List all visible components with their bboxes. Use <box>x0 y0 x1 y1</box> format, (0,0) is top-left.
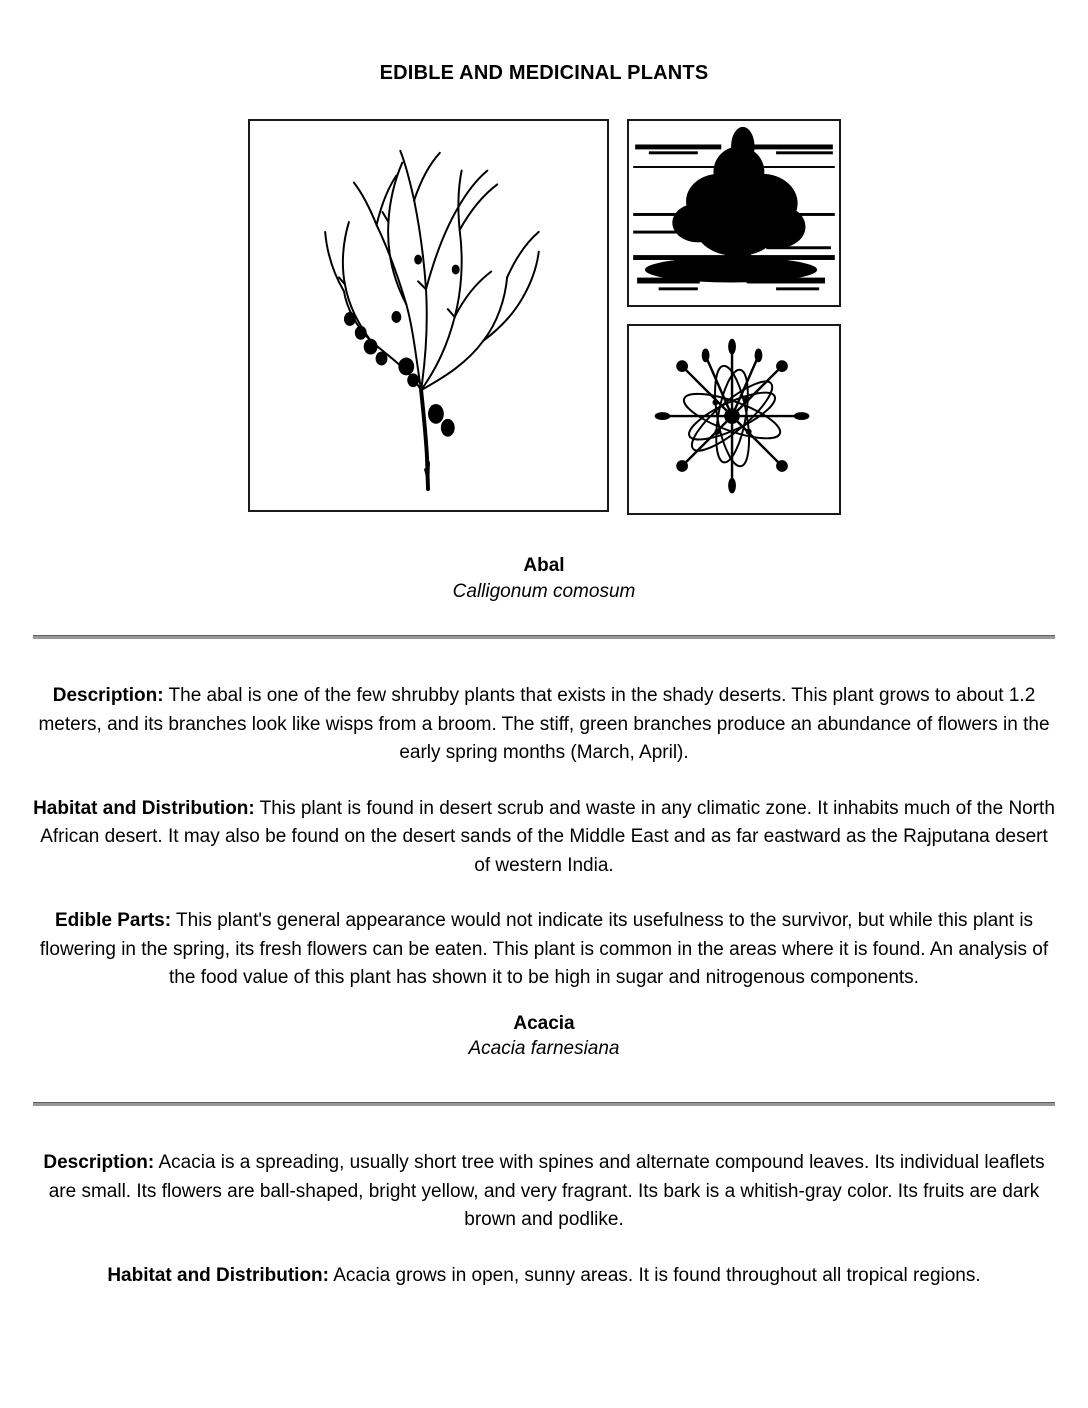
entry-heading-abal <box>33 553 1055 604</box>
paragraph-text: Acacia grows in open, sunny areas. It is found throughout all tropical regions. <box>333 1264 981 1286</box>
paragraph-edible-parts <box>33 907 1055 993</box>
acacia-tree-illustration <box>627 119 841 307</box>
figure-right-column <box>627 119 841 515</box>
page-title: EDIBLE AND MEDICINAL PLANTS <box>379 62 709 84</box>
paragraph-text: This plant's general appearance would not indicate its usefulness to the survivor, but while this plant is flowering in the spring, its fresh flowers can be eaten. This plant is common in the areas where it is found. An analysis of the food value of this plant has shown it to be high in sugar and nitrogenous components. <box>39 910 1049 989</box>
paragraph-text: The abal is one of the few shrubby plants that exists in the shady deserts. This plant grows to about 1.2 meters, and its branches look like wisps from a broom. The stiff, green branches produce an abundance of flowers in the early spring months (March, April). <box>38 685 1050 764</box>
paragraph-label: Description: <box>52 685 164 707</box>
plant-latin-name: Acacia farnesiana <box>468 1038 620 1060</box>
section-divider <box>33 1102 1055 1106</box>
figure-block <box>33 119 1055 515</box>
paragraph-description <box>33 1149 1055 1235</box>
plant-common-name: Abal <box>523 555 565 576</box>
paragraph-text: Acacia is a spreading, usually short tree with spines and alternate compound leaves. Its individual leaflets are small. Its flowers are ball-shaped, bright yellow, and very fragrant. Its bark is a whitish-gray color. Its fruits are dark brown and podlike. <box>48 1152 1045 1231</box>
acacia-flower-sketch-svg <box>629 326 839 513</box>
abal-buds <box>343 255 459 437</box>
paragraph-description <box>33 682 1055 768</box>
abal-branch-sketch-svg <box>250 121 607 510</box>
paragraph-label: Habitat and Distribution: <box>107 1264 329 1286</box>
entry-body-abal <box>33 682 1055 993</box>
paragraph-text: This plant is found in desert scrub and waste in any climatic zone. It inhabits much of the North African desert. It may also be found on the desert sands of the Middle East and as far eastward as the Rajputana desert of western India. <box>40 797 1055 876</box>
acacia-flower-illustration <box>627 324 841 515</box>
paragraph-label: Description: <box>43 1152 155 1174</box>
section-divider <box>33 635 1055 639</box>
paragraph-label: Habitat and Distribution: <box>33 797 255 819</box>
abal-branch-illustration <box>248 119 609 512</box>
entry-body-acacia <box>33 1149 1055 1290</box>
plant-latin-name: Calligonum comosum <box>452 580 636 602</box>
paragraph-habitat <box>33 795 1055 881</box>
plant-common-name: Acacia <box>513 1012 575 1034</box>
paragraph-habitat <box>33 1262 1055 1291</box>
paragraph-label: Edible Parts: <box>54 910 172 932</box>
acacia-tree-sketch-svg <box>629 121 839 305</box>
entry-heading-acacia <box>33 1011 1055 1062</box>
